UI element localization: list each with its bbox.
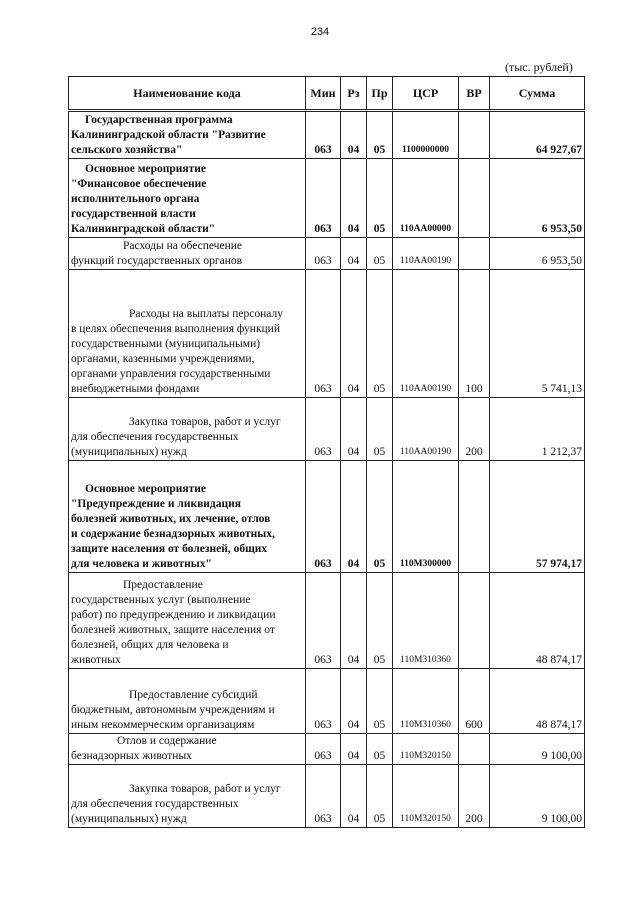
name-line: болезней животных, защите населения от [71,624,275,636]
cell-pr: 05 [367,270,393,398]
name-line: функций государственных органов [71,255,243,267]
name-line: государственной власти [71,208,196,220]
name-line: Калининградской области "Развитие [71,129,266,141]
cell-pr: 05 [367,573,393,669]
cell-vr [459,734,490,765]
cell-min: 063 [306,238,341,270]
cell-vr: 100 [459,270,490,398]
name-line: исполнительного органа [71,193,200,205]
table-row [69,734,585,765]
cell-pr: 05 [367,111,393,159]
cell-vr: 200 [459,765,490,828]
cell-min: 063 [306,461,341,573]
row-name [69,270,306,398]
cell-sum: 1 212,37 [490,398,585,461]
row-name [69,573,306,669]
table-row [69,398,585,461]
cell-pr: 05 [367,765,393,828]
name-line: Расходы на выплаты персоналу [129,308,283,320]
table-row [69,238,585,270]
row-name [69,398,306,461]
cell-pr: 05 [367,461,393,573]
name-line: бюджетным, автономным учреждениям и [71,704,275,716]
header-sum: Сумма [490,77,585,111]
cell-min: 063 [306,111,341,159]
cell-pr: 05 [367,734,393,765]
table-row [69,111,585,159]
name-line: внебюджетными фондами [71,383,200,395]
name-line: Расходы на обеспечение [123,240,242,252]
name-line: защите населения от болезней, общих [71,543,268,555]
cell-rz: 04 [341,159,367,238]
header-name: Наименование кода [69,77,306,111]
table-row [69,669,585,734]
cell-sum: 64 927,67 [490,111,585,159]
cell-sum: 6 953,50 [490,238,585,270]
row-name [69,461,306,573]
name-line: для человека и животных" [71,558,212,570]
cell-rz: 04 [341,398,367,461]
cell-sum: 48 874,17 [490,669,585,734]
cell-vr [459,159,490,238]
name-line: государственными (муниципальными) [71,338,261,350]
cell-csr: 110АА00190 [393,270,459,398]
cell-csr: 110АА00190 [393,398,459,461]
header-csr: ЦСР [393,77,459,111]
name-line: иным некоммерческим организациям [71,719,255,731]
row-name [69,238,306,270]
cell-rz: 04 [341,734,367,765]
cell-rz: 04 [341,238,367,270]
header-pr: Пр [367,77,393,111]
cell-rz: 04 [341,765,367,828]
cell-sum: 9 100,00 [490,734,585,765]
unit-label: (тыс. рублей) [505,60,573,74]
name-line: Предоставление [123,579,203,591]
cell-min: 063 [306,398,341,461]
cell-rz: 04 [341,573,367,669]
table-row [69,159,585,238]
name-line: Государственная программа [85,114,233,126]
cell-min: 063 [306,734,341,765]
name-line: Закупка товаров, работ и услуг [129,783,281,795]
name-line: безнадзорных животных [71,750,192,762]
cell-vr [459,573,490,669]
cell-csr: 110АА00000 [393,159,459,238]
cell-pr: 05 [367,238,393,270]
name-line: Предоставление субсидий [129,689,258,701]
name-line: для обеспечения государственных [71,798,239,810]
row-name [69,765,306,828]
name-line: в целях обеспечения выполнения функций [71,323,280,335]
cell-vr: 600 [459,669,490,734]
name-line: Отлов и содержание [117,735,217,747]
name-line: болезней животных, их лечение, отлов [71,513,271,525]
cell-vr [459,238,490,270]
name-line: Основное мероприятие [85,163,207,175]
cell-min: 063 [306,270,341,398]
cell-rz: 04 [341,669,367,734]
table-row [69,461,585,573]
name-line: (муниципальных) нужд [71,446,187,458]
name-line: "Финансовое обеспечение [71,178,207,190]
cell-csr: 110М310360 [393,573,459,669]
budget-table [68,76,585,828]
name-line: (муниципальных) нужд [71,813,187,825]
name-line: и содержание безнадзорных животных, [71,528,275,540]
cell-vr [459,111,490,159]
name-line: государственных услуг (выполнение [71,594,251,606]
cell-pr: 05 [367,398,393,461]
cell-min: 063 [306,765,341,828]
name-line: "Предупреждение и ликвидация [71,498,241,510]
row-name [69,159,306,238]
name-line: сельского хозяйства" [71,144,183,156]
cell-sum: 5 741,13 [490,270,585,398]
table-row [69,765,585,828]
cell-sum: 6 953,50 [490,159,585,238]
name-line: Калининградской области" [71,223,216,235]
name-line: животных [71,654,121,666]
cell-csr: 110АА00190 [393,238,459,270]
table-header-row [69,77,585,111]
page-number: 234 [310,26,330,38]
cell-csr: 1100000000 [393,111,459,159]
cell-sum: 9 100,00 [490,765,585,828]
row-name [69,111,306,159]
name-line: органами управления государственными [71,368,271,380]
table-row [69,270,585,398]
table-row [69,573,585,669]
name-line: болезней, общих для человека и [71,639,229,651]
cell-csr: 110М320150 [393,734,459,765]
cell-rz: 04 [341,111,367,159]
name-line: органами, казенными учреждениями, [71,353,255,365]
cell-vr [459,461,490,573]
name-line: Закупка товаров, работ и услуг [129,416,281,428]
cell-min: 063 [306,669,341,734]
cell-csr: 110М300000 [393,461,459,573]
cell-vr: 200 [459,398,490,461]
cell-rz: 04 [341,461,367,573]
cell-sum: 48 874,17 [490,573,585,669]
header-rz: Рз [341,77,367,111]
name-line: Основное мероприятие [85,483,207,495]
row-name [69,669,306,734]
cell-csr: 110М320150 [393,765,459,828]
cell-csr: 110М310360 [393,669,459,734]
name-line: для обеспечения государственных [71,431,239,443]
header-vr: ВР [459,77,490,111]
cell-pr: 05 [367,669,393,734]
cell-min: 063 [306,159,341,238]
cell-sum: 57 974,17 [490,461,585,573]
cell-pr: 05 [367,159,393,238]
name-line: работ) по предупреждению и ликвидации [71,609,276,621]
row-name [69,734,306,765]
cell-min: 063 [306,573,341,669]
cell-rz: 04 [341,270,367,398]
header-min: Мин [306,77,341,111]
